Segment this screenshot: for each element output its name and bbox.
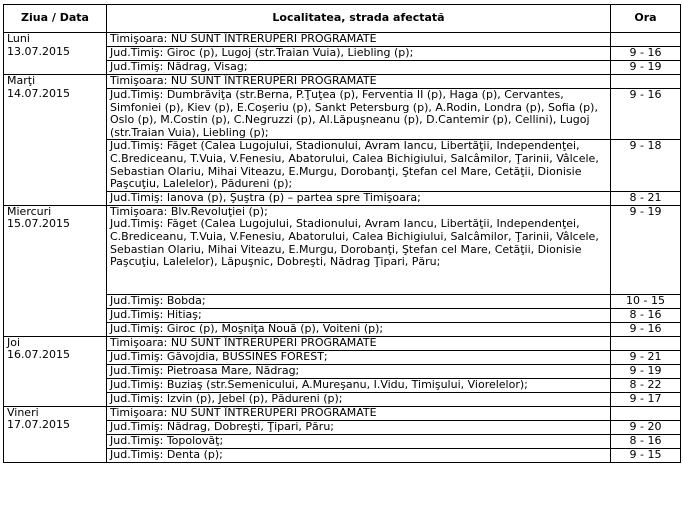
hour-cell: 9 - 18 — [611, 140, 681, 191]
day-date: 14.07.2015 — [7, 86, 70, 100]
day-cell — [4, 205, 107, 336]
hour-cell: 9 - 21 — [611, 350, 681, 364]
hour-cell: 8 - 16 — [611, 308, 681, 322]
hour-cell: 10 - 15 — [611, 294, 681, 308]
day-date: 13.07.2015 — [7, 44, 70, 58]
location-cell: Jud.Timiş: Pietroasa Mare, Nădrag; — [107, 364, 611, 378]
header-day: Ziua / Data — [4, 5, 107, 33]
day-name: Joi — [7, 335, 21, 349]
schedule-body — [4, 33, 681, 463]
header-hour: Ora — [611, 5, 681, 33]
header-location: Localitatea, strada afectată — [107, 5, 611, 33]
table-row — [4, 336, 681, 350]
location-cell: Timişoara: NU SUNT ÎNTRERUPERI PROGRAMATE — [107, 33, 611, 47]
table-row — [4, 205, 681, 294]
hour-cell: 9 - 16 — [611, 322, 681, 336]
day-date: 16.07.2015 — [7, 348, 70, 362]
hour-cell: 9 - 16 — [611, 47, 681, 61]
day-name: Marţi — [7, 74, 36, 87]
hour-cell: 9 - 20 — [611, 420, 681, 434]
hour-cell — [611, 75, 681, 89]
outage-schedule-table — [3, 4, 681, 463]
schedule-wrapper — [3, 4, 681, 463]
hour-cell: 9 - 17 — [611, 392, 681, 406]
location-cell: Jud.Timiş: Giroc (p), Lugoj (str.Traian Vuia), Liebling (p); — [107, 47, 611, 61]
hour-cell — [611, 406, 681, 420]
location-cell: Jud.Timiş: Găvojdia, BUSSINES FOREST; — [107, 350, 611, 364]
location-cell: Jud.Timiş: Buziaş (str.Semenicului, A.Mureşanu, I.Vidu, Timişului, Viorelelor); — [107, 378, 611, 392]
location-cell: Timişoara: NU SUNT ÎNTRERUPERI PROGRAMATE — [107, 406, 611, 420]
location-cell: Jud.Timiş: Izvin (p), Jebel (p), Pădureni (p); — [107, 392, 611, 406]
location-cell: Timişoara: NU SUNT ÎNTRERUPERI PROGRAMATE — [107, 336, 611, 350]
hour-cell: 9 - 19 — [611, 61, 681, 75]
hour-cell: 9 - 19 — [611, 205, 681, 294]
location-cell: Timişoara: Blv.Revoluţiei (p); Jud.Timiş: Făget (Calea Lugojului, Stadionului, Avram Iancu, Libertăţii, Independenţei, C.Brediceanu, T.Vuia, V.Fenesiu, Abatorului, Calea Bichigiului, Salcâmilor, Ţarinii, Vâlcele, Sebastian Olariu, Mihai Viteazu, E.Murgu, Dorobanţi, Ştefan cel Mare, Cetăţii, Dionisie Paşcuţiu, Lalelelor), Lăpuşnic, Dobreşti, Nădrag Ţipari, Păru; — [107, 205, 611, 294]
day-name: Miercuri — [7, 204, 52, 218]
location-cell: Jud.Timiş: Bobda; — [107, 294, 611, 308]
day-name: Luni — [7, 32, 30, 45]
day-cell — [4, 75, 107, 206]
hour-cell: 9 - 19 — [611, 364, 681, 378]
location-cell: Timişoara: NU SUNT ÎNTRERUPERI PROGRAMATE — [107, 75, 611, 89]
location-cell: Jud.Timiş: Giroc (p), Moşniţa Nouă (p), Voiteni (p); — [107, 322, 611, 336]
hour-cell: 8 - 16 — [611, 434, 681, 448]
location-cell: Jud.Timiş: Topolovăţ; — [107, 434, 611, 448]
day-date: 15.07.2015 — [7, 217, 70, 231]
day-cell — [4, 406, 107, 462]
location-cell: Jud.Timiş: Nădrag, Visag; — [107, 61, 611, 75]
location-cell: Jud.Timiş: Ianova (p), Şuştra (p) – partea spre Timişoara; — [107, 191, 611, 205]
hour-cell: 9 - 16 — [611, 89, 681, 140]
day-name: Vineri — [7, 405, 39, 419]
day-cell — [4, 33, 107, 75]
location-cell: Jud.Timiş: Dumbrăviţa (str.Berna, P.Ţuţea (p), Ferventia II (p), Haga (p), Cervantes, Simfoniei (p), Kiev (p), E.Coşeriu (p), Sankt Petersburg (p), A.Rodin, Londra (p), Sofia (p), Oslo (p), M.Costin (p), C.Negruzzi (p), Al.Lăpuşneanu (p), D.Cantemir (p), Cellini), Lugoj (str.Traian Vuia), Liebling (p); — [107, 89, 611, 140]
day-cell — [4, 336, 107, 406]
table-row — [4, 406, 681, 420]
location-cell: Jud.Timiş: Denta (p); — [107, 448, 611, 462]
hour-cell: 8 - 21 — [611, 191, 681, 205]
location-cell: Jud.Timiş: Făget (Calea Lugojului, Stadionului, Avram Iancu, Libertăţii, Independenţei, C.Brediceanu, T.Vuia, V.Fenesiu, Abatorului, Calea Bichigiului, Salcâmilor, Ţarinii, Vâlcele, Sebastian Olariu, Mihai Viteazu, E.Murgu, Dorobanţi, Ştefan cel Mare, Cetăţii, Dionisie Paşcuţiu, Lalelelor), Pădureni (p); — [107, 140, 611, 191]
hour-cell — [611, 33, 681, 47]
location-cell: Jud.Timiş: Nădrag, Dobreşti, Ţipari, Păru; — [107, 420, 611, 434]
hour-cell — [611, 336, 681, 350]
header-row — [4, 5, 681, 33]
hour-cell: 8 - 22 — [611, 378, 681, 392]
location-cell: Jud.Timiş: Hitiaş; — [107, 308, 611, 322]
table-row — [4, 75, 681, 89]
day-date: 17.07.2015 — [7, 418, 70, 432]
hour-cell: 9 - 15 — [611, 448, 681, 462]
table-row — [4, 33, 681, 47]
